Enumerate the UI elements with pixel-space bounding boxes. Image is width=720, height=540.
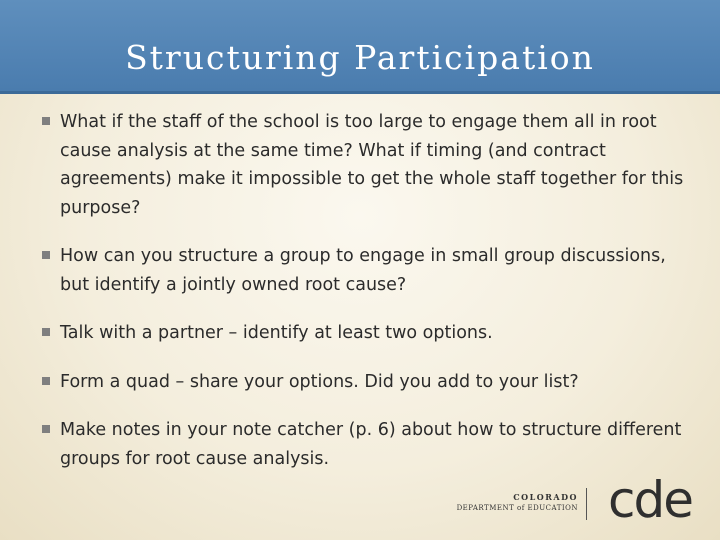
bullet-item-1 [42, 108, 692, 222]
bullet-marker-icon [42, 377, 50, 385]
logo-department-label: DEPARTMENT of EDUCATION [456, 504, 578, 512]
bullet-text: Form a quad – share your options. Did you add to your list? [60, 371, 579, 392]
bullet-item-5 [42, 416, 692, 473]
bullet-marker-icon [42, 251, 50, 259]
bullet-list [42, 108, 692, 493]
bullet-item-3 [42, 319, 692, 348]
logo-mark: cde [608, 471, 692, 529]
logo-text [457, 492, 578, 514]
bullet-marker-icon [42, 117, 50, 125]
cde-logo [456, 471, 694, 529]
logo-state-label: COLORADO [513, 492, 578, 502]
bullet-text: What if the staff of the school is too large to engage them all in root cause analysis at the same time? What if timing (and contract agreements) make it impossible to get the whole staff together for this purpose? [60, 112, 684, 218]
slide-title: Structuring Participation [125, 38, 595, 77]
logo-divider [586, 488, 587, 520]
bullet-item-2 [42, 242, 692, 299]
title-bar [0, 0, 720, 94]
bullet-item-4 [42, 368, 692, 397]
bullet-text: Talk with a partner – identify at least two options. [60, 323, 493, 343]
bullet-marker-icon [42, 328, 50, 336]
bullet-text: Make notes in your note catcher (p. 6) about how to structure different groups for root cause analysis. [60, 420, 682, 469]
bullet-text: How can you structure a group to engage in small group discussions, but identify a jointly owned root cause? [60, 246, 666, 295]
bullet-marker-icon [42, 425, 50, 433]
